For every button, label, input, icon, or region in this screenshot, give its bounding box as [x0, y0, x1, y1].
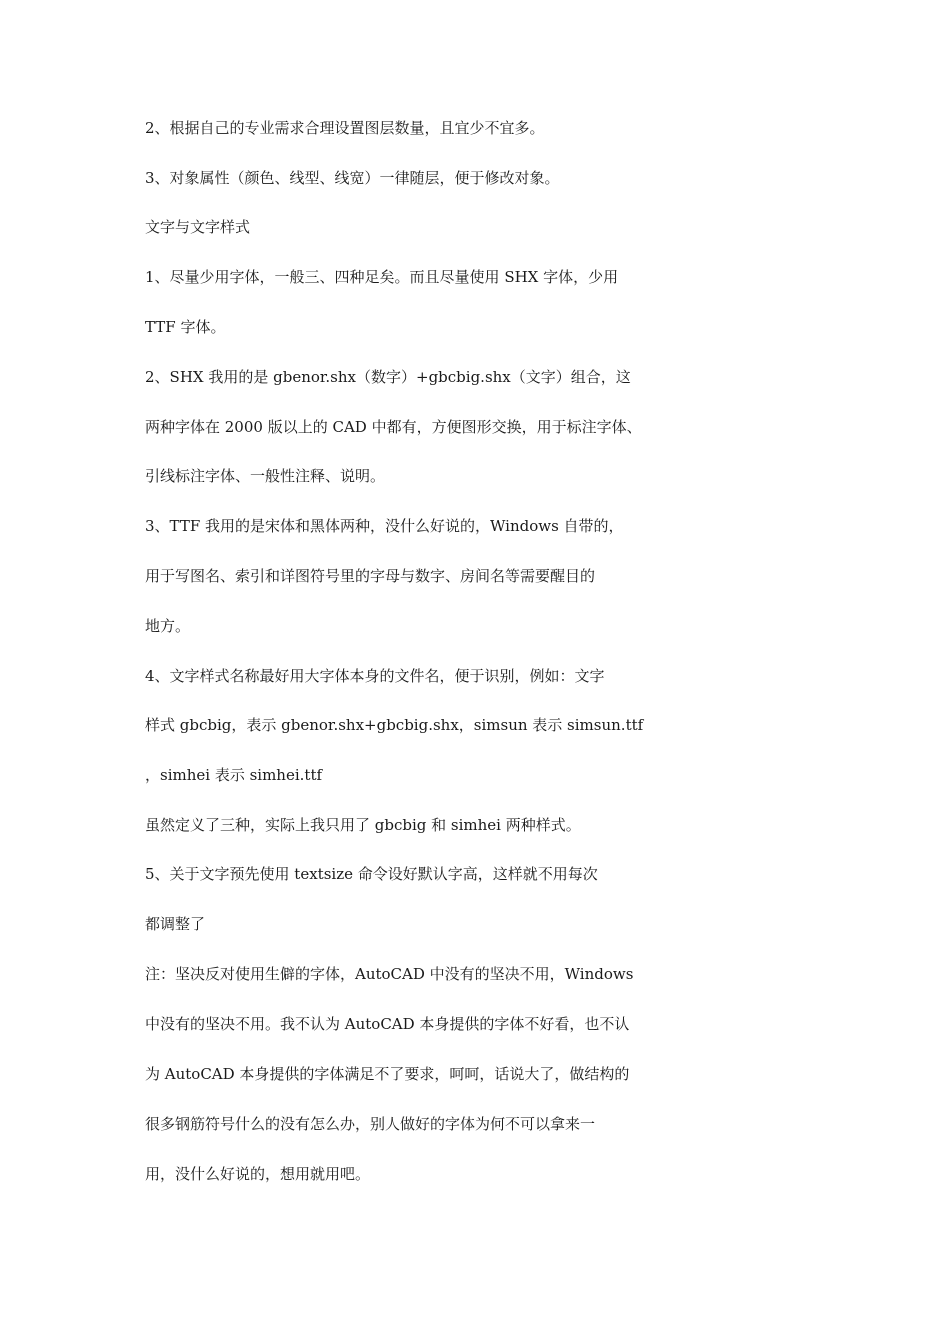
note-paragraph: 注：坚决反对使用生僻的字体，AutoCAD 中没有的坚决不用，Windows — [145, 965, 634, 983]
paragraph-font-count: 1、尽量少用字体，一般三、四种足矣。而且尽量使用 SHX 字体，少用 — [145, 268, 619, 286]
paragraph-shx-fonts-cont-2: 引线标注字体、一般性注释、说明。 — [145, 467, 386, 485]
paragraph-font-count-cont: TTF 字体。 — [145, 318, 226, 336]
paragraph-shx-fonts: 2、SHX 我用的是 gbenor.shx（数字）+gbcbig.shx（文字）组合，这 — [145, 368, 631, 386]
paragraph-style-names: 4、文字样式名称最好用大字体本身的文件名，便于识别，例如：文字 — [145, 667, 605, 685]
note-paragraph-cont-2: 为 AutoCAD 本身提供的字体满足不了要求，呵呵，话说大了，做结构的 — [145, 1065, 630, 1083]
paragraph-shx-fonts-cont-1: 两种字体在 2000 版以上的 CAD 中都有，方便图形交换，用于标注字体、 — [145, 418, 642, 436]
paragraph-textsize: 5、关于文字预先使用 textsize 命令设好默认字高，这样就不用每次 — [145, 865, 598, 883]
paragraph-ttf-fonts: 3、TTF 我用的是宋体和黑体两种，没什么好说的，Windows 自带的， — [145, 517, 624, 535]
paragraph-textsize-cont: 都调整了 — [145, 915, 206, 933]
paragraph-ttf-fonts-cont-2: 地方。 — [145, 617, 191, 635]
note-paragraph-cont-3: 很多钢筋符号什么的没有怎么办，别人做好的字体为何不可以拿来一 — [145, 1115, 596, 1133]
note-paragraph-cont-4: 用，没什么好说的，想用就用吧。 — [145, 1165, 371, 1183]
paragraph-object-properties: 3、对象属性（颜色、线型、线宽）一律随层，便于修改对象。 — [145, 169, 560, 187]
section-heading-text-styles: 文字与文字样式 — [145, 218, 251, 236]
paragraph-styles-used: 虽然定义了三种，实际上我只用了 gbcbig 和 simhei 两种样式。 — [145, 816, 581, 834]
paragraph-style-names-cont-1: 样式 gbcbig，表示 gbenor.shx+gbcbig.shx，simsun 表示 simsun.ttf — [145, 716, 644, 734]
paragraph-ttf-fonts-cont-1: 用于写图名、索引和详图符号里的字母与数字、房间名等需要醒目的 — [145, 567, 596, 585]
paragraph-layer-count: 2、根据自己的专业需求合理设置图层数量，且宜少不宜多。 — [145, 119, 545, 137]
paragraph-style-names-cont-2: ，simhei 表示 simhei.ttf — [145, 766, 323, 784]
note-paragraph-cont-1: 中没有的坚决不用。我不认为 AutoCAD 本身提供的字体不好看，也不认 — [145, 1015, 630, 1033]
